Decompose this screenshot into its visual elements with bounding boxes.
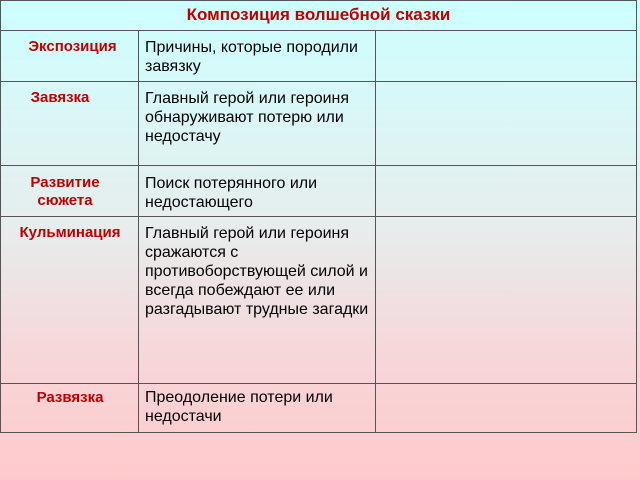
row-label-setup: Завязка bbox=[30, 89, 90, 106]
row-divider bbox=[0, 216, 637, 217]
row-divider bbox=[0, 81, 637, 82]
row-description-exposition: Причины, которые породили завязку bbox=[145, 39, 358, 75]
table-title: Композиция волшебной сказки bbox=[186, 5, 451, 24]
row-divider bbox=[0, 165, 637, 166]
row-label-climax: Кульминация bbox=[19, 224, 121, 241]
row-label-resolution: Развязка bbox=[36, 389, 104, 406]
row-divider bbox=[0, 383, 637, 384]
row-description-resolution: Преодоление потери или недостачи bbox=[145, 389, 333, 425]
title-divider bbox=[0, 30, 637, 31]
row-description-development: Поиск потерянного или недостающего bbox=[145, 175, 318, 211]
column-divider bbox=[138, 30, 139, 433]
column-divider bbox=[375, 30, 376, 433]
row-label-exposition: Экспозиция bbox=[28, 38, 117, 55]
row-description-climax: Главный герой или героиня сражаются с противоборствующей силой и всегда побеждают ее или разгадывают трудные загадки bbox=[145, 225, 369, 318]
row-label-development: Развитие сюжета bbox=[30, 174, 100, 209]
row-description-setup: Главный герой или героиня обнаруживают потерю или недостачу bbox=[145, 90, 350, 145]
